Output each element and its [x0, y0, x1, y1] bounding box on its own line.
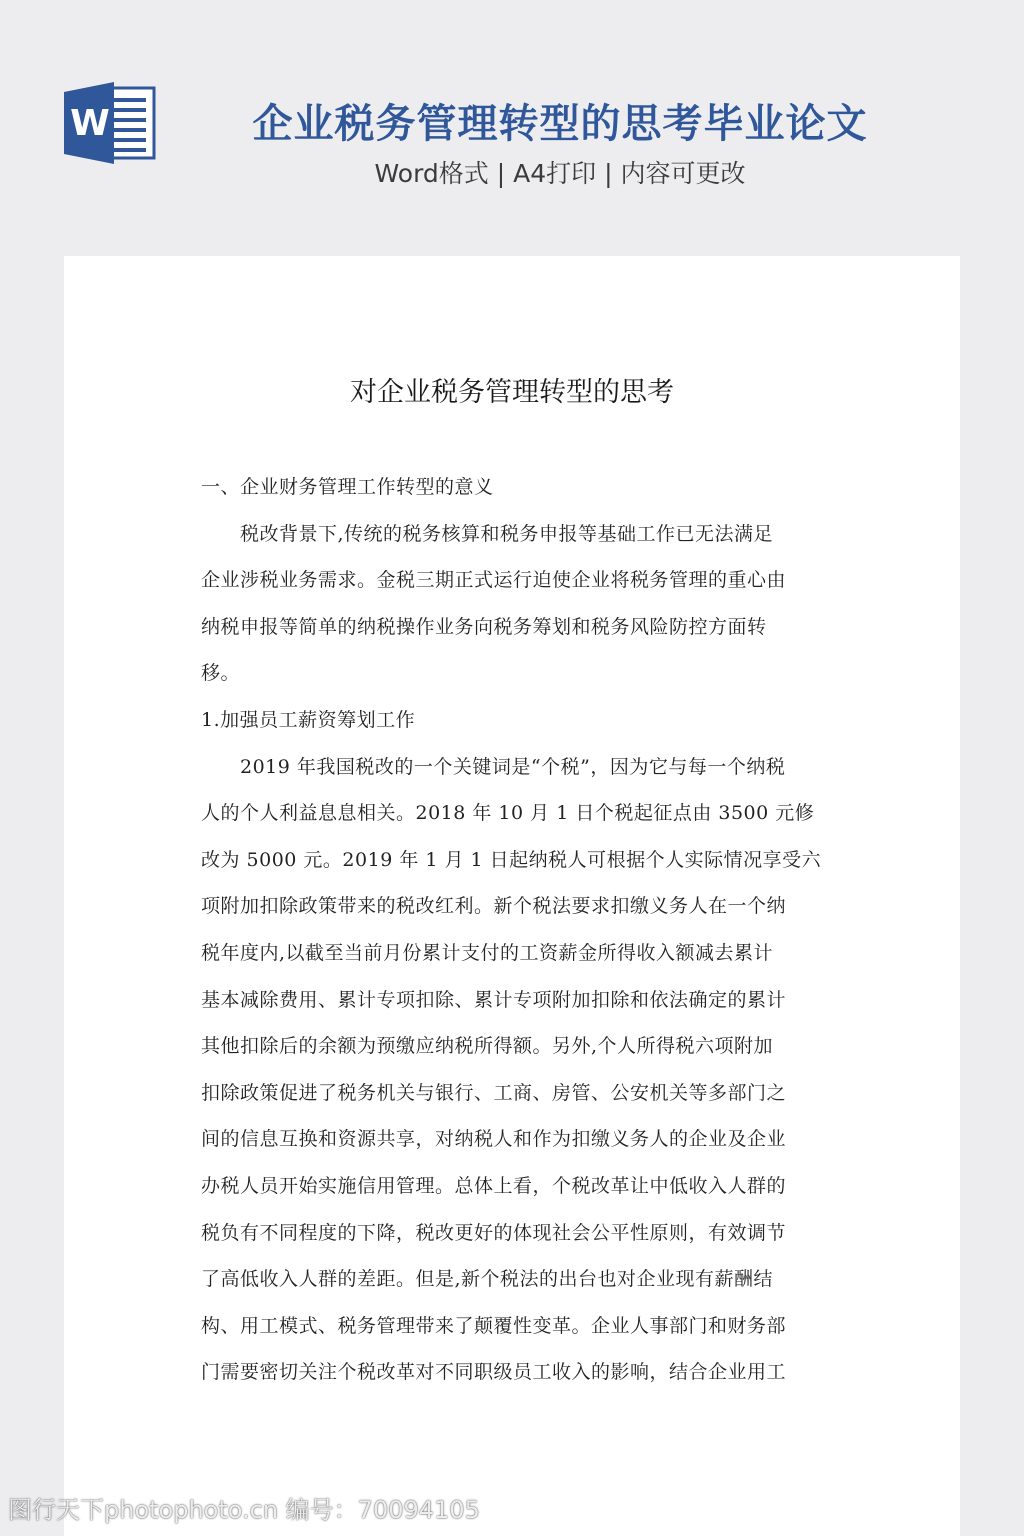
header [0, 0, 1024, 250]
word-icon-letter: W [70, 103, 110, 144]
paragraph-line: 构、用工模式、税务管理带来了颠覆性变革。企业人事部门和财务部 [201, 1314, 787, 1337]
paragraph-line: 人的个人利益息息相关。2018 年 10 月 1 日个税起征点由 3500 元修 [201, 802, 815, 825]
paragraph-line: 企业涉税业务需求。金税三期正式运行迫使企业将税务管理的重心由 [201, 569, 787, 592]
paragraph-line: 门需要密切关注个税改革对不同职级员工收入的影响，结合企业用工 [201, 1361, 787, 1384]
paragraph-line: 改为 5000 元。2019 年 1 月 1 日起纳税人可根据个人实际情况享受六 [201, 848, 822, 871]
paragraph-line: 税改背景下,传统的税务核算和税务申报等基础工作已无法满足 [201, 522, 774, 545]
paragraph-line: 了高低收入人群的差距。但是,新个税法的出台也对企业现有薪酬结 [201, 1268, 774, 1291]
document-body [201, 464, 825, 1396]
paragraph-line: 税负有不同程度的下降，税改更好的体现社会公平性原则，有效调节 [201, 1221, 787, 1244]
paragraph-line: 基本减除费用、累计专项扣除、累计专项附加扣除和依法确定的累计 [201, 988, 787, 1011]
paragraph-line: 税年度内,以截至当前月份累计支付的工资薪金所得收入额减去累计 [201, 941, 774, 964]
paragraph-line: 项附加扣除政策带来的税改红利。新个税法要求扣缴义务人在一个纳 [201, 895, 787, 918]
document-page [64, 256, 960, 1536]
paragraph-line: 间的信息互换和资源共享，对纳税人和作为扣缴义务人的企业及企业 [201, 1128, 787, 1151]
header-title: 企业税务管理转型的思考毕业论文 [252, 101, 868, 147]
paragraph-line: 纳税申报等简单的纳税操作业务向税务筹划和税务风险防控方面转 [201, 615, 767, 638]
paragraph-line: 移。 [201, 662, 241, 685]
document-title: 对企业税务管理转型的思考 [350, 377, 674, 408]
paragraph-line: 其他扣除后的余额为预缴应纳税所得额。另外,个人所得税六项附加 [201, 1035, 774, 1058]
paragraph-line: 扣除政策促进了税务机关与银行、工商、房管、公安机关等多部门之 [201, 1081, 787, 1104]
header-subtitle: Word格式 | A4打印 | 内容可更改 [374, 159, 746, 188]
subsection-heading: 1.加强员工薪资筹划工作 [201, 708, 416, 731]
section-heading: 一、企业财务管理工作转型的意义 [201, 476, 494, 498]
watermark: 图行天下photophoto.cn 编号：70094105 [8, 1496, 480, 1524]
paragraph-line: 2019 年我国税改的一个关键词是“个税”，因为它与每一个纳税 [201, 755, 786, 778]
paragraph-line: 办税人员开始实施信用管理。总体上看，个税改革让中低收入人群的 [201, 1174, 787, 1197]
